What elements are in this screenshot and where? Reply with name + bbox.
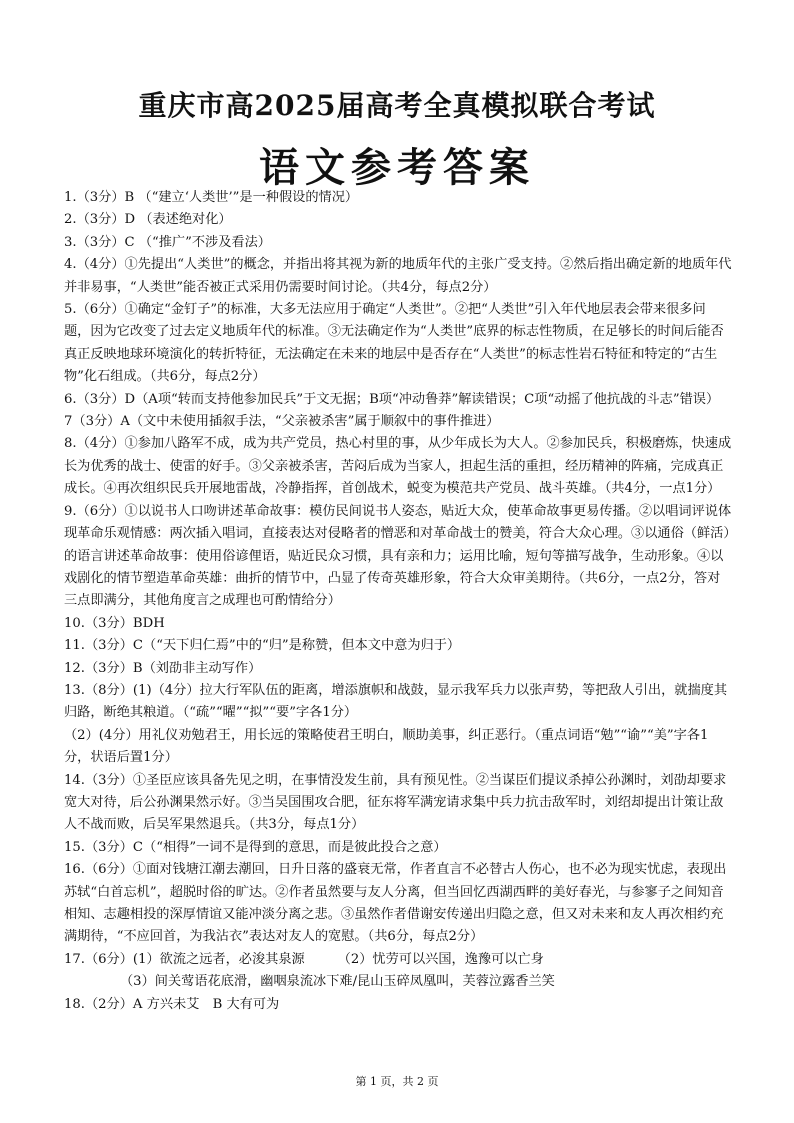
answer-item: 13.（8分）(1)（4分）拉大行军队伍的距离，增添旗帜和战鼓，显示我军兵力以张声势，等把敌人引出，就揣度其归路，断绝其粮道。（“疏”“曜”“拟”“要”字各1分） <box>64 682 728 721</box>
answer-list <box>64 187 732 1016</box>
answer-item: 6.（3分）D（A项“转而支持他参加民兵”于文无据；B项“冲动鲁莽”解读错误；C项“动摇了他抗战的斗志”错误） <box>64 391 720 407</box>
answer-item: （3）间关莺语花底滑，幽咽泉流冰下难/昆山玉碎凤凰叫，芙蓉泣露香兰笑 <box>120 974 555 990</box>
answer-item: 5.（6分）①确定“金钉子”的标准，大多无法应用于确定“人类世”。②把“人类世”引入年代地层表会带来很多问题，因为它改变了过去定义地质年代的标准。③无法确定作为“人类世”底界的标志性物质，在足够长的时间后能否真正反映地球环境演化的转折特征，无法确定在未来的地层中是否存在“人类世”的标志性岩石特征和特定的“古生物”化石组成。（共6分，每点2分） <box>64 302 724 385</box>
answer-item: 8.（4分）①参加八路军不成，成为共产党员，热心村里的事，从少年成长为大人。②参加民兵，积极磨炼，快速成长为优秀的战士、使雷的好手。③父亲被杀害，苦闷后成为当家人，担起生活的重担，经历精神的阵痛，完成真正成长。④再次组织民兵开展地雷战，冷静指挥，首创战术，蜕变为模范共产党员、战斗英雄。（共4分，一点1分） <box>64 436 732 497</box>
answer-item: 18.（2分）A 方兴未艾 B 大有可为 <box>64 996 280 1012</box>
answer-item: 11.（3分）C（“天下归仁焉”中的“归”是称赞，但本文中意为归于） <box>64 638 461 654</box>
answer-item: 15.（3分）C（“相得”一词不是得到的意思，而是彼此投合之意） <box>64 839 447 855</box>
answer-item: 9.（6分）①以说书人口吻讲述革命故事：模仿民间说书人姿态，贴近大众，使革命故事更易传播。②以唱词评说体现革命乐观情感：两次插入唱词，直接表达对侵略者的憎恶和对革命战士的赞美，符合大众心理。③以通俗（鲜活）的语言讲述革命故事：使用俗谚俚语，贴近民众习惯，具有亲和力；运用比喻，短句等描写战争，生动形象。④以戏剧化的情节塑造革命英雄：曲折的情节中，凸显了传奇英雄形象，符合大众审美期待。（共6分，一点2分，答对三点即满分，其他角度言之成理也可酌情给分） <box>64 503 732 609</box>
page-footer: 第 1 页，共 2 页 <box>355 1075 439 1088</box>
answer-item: 4.（4分）①先提出“人类世”的概念，并指出将其视为新的地质年代的主张广受支持。②然后指出确定新的地质年代并非易事，“人类世”能否被正式采用仍需要时间讨论。（共4分，每点2分） <box>64 257 732 295</box>
answer-item: 3.（3分）C （“推广”不涉及看法） <box>64 234 271 250</box>
answer-item: （2）(4分）用礼仪劝勉君王，用长远的策略使君王明白，顺助美事，纠正恶行。（重点词语“勉”“谕”“美”字各1分，状语后置1分） <box>64 727 709 766</box>
answer-item: 17.（6分）(1）欲流之远者，必浚其泉源 （2）忧劳可以兴国，逸豫可以亡身 <box>64 951 544 967</box>
page-title: 重庆市高2025届高考全真模拟联合考试 <box>138 89 656 122</box>
answer-item: 14.（3分）①圣臣应该具备先见之明，在事情没发生前，具有预见性。②当谋臣们提议杀掉公孙渊时，刘劭却要求宽大对待，后公孙渊果然示好。③当吴国围攻合肥，征东将军满宠请求集中兵力抗击敌军时，刘绍却提出计策让敌人不战而败，后吴军果然退兵。（共3分，每点1分） <box>64 772 727 833</box>
page-subtitle: 语文参考答案 <box>259 145 535 191</box>
answer-item: 2.（3分）D （表述绝对化） <box>64 212 232 228</box>
answer-item: 16.（6分）①面对钱塘江潮去潮回，日升日落的盛衰无常，作者直言不必替古人伤心，也不必为现实忧虑，表现出苏轼“白首忘机”，超脱时俗的旷达。②作者虽然要与友人分离，但当回忆西湖西畔的美好春光，与参寥子之间知音相知、志趣相投的深厚情谊又能冲淡分离之悲。③虽然作者借谢安传递出归隐之意，但又对未来和友人再次相约充满期待，“不应回首，为我沾衣”表达对友人的宽慰。（共6分，每点2分） <box>64 862 727 945</box>
answer-item: 12.（3分）B（刘劭非主动写作） <box>64 660 262 676</box>
answer-item: 10.（3分）BDH <box>64 615 165 631</box>
answer-item: 1.（3分）B （“建立‘人类世’”是一种假设的情况） <box>64 190 359 205</box>
answer-item: 7（3分）A（文中未使用插叙手法，“父亲被杀害”属于顺叙中的事件推进） <box>64 414 500 430</box>
